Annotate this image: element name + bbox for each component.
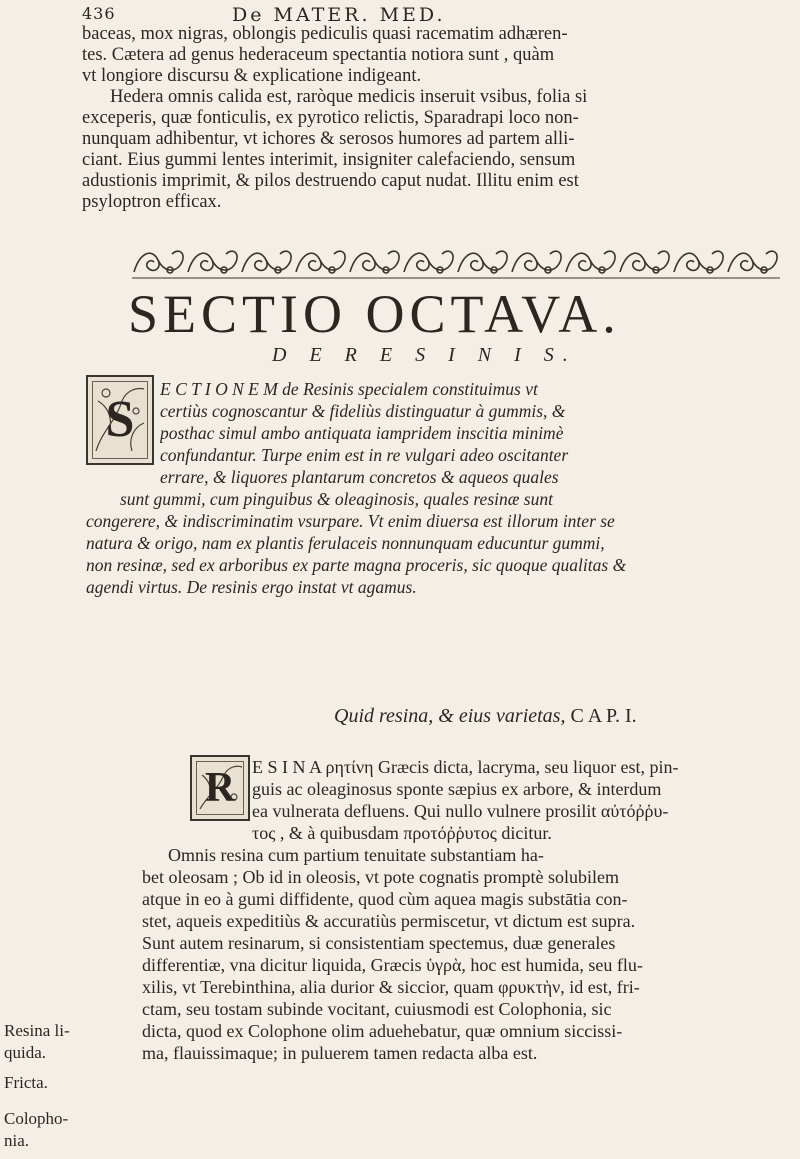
text-line: nunquam adhibentur, vt ichores & serosos humores ad partem alli- xyxy=(82,129,575,149)
running-head xyxy=(82,4,782,26)
ornamental-initial xyxy=(86,375,154,465)
page-number: 436 xyxy=(82,4,116,23)
section-title: SECTIO OCTAVA. xyxy=(128,284,621,344)
text-line: vt longiore discursu & explicatione indigeant. xyxy=(82,66,422,86)
margin-note-resina-liquida xyxy=(4,1020,94,1064)
section-preface-cont xyxy=(120,488,788,510)
text-line: xilis, vt Terebinthina, alia durior & siccior, quam φρυκτὴν, id est, fri- xyxy=(142,977,640,997)
margin-note-line: Colopho- xyxy=(4,1109,69,1128)
text-line: adustionis imprimit, & pilos destruendo caput nudat. Illitu enim est xyxy=(82,171,579,191)
text-line: certiùs cognoscantur & fideliùs distinguatur à gummis, & xyxy=(160,401,566,421)
text-line: baceas, mox nigras, oblongis pediculis quasi racematim adhæren- xyxy=(82,24,568,44)
text-line: tes. Cætera ad genus hederaceum spectantia notiora sunt , quàm xyxy=(82,45,555,65)
chapter-body xyxy=(142,844,784,1064)
text-line: τος , & à quibusdam προτόῤῥυτος dicitur. xyxy=(252,823,552,843)
text-line: dicta, quod ex Colophone olim aduehebatur, quæ omnium siccissi- xyxy=(142,1021,623,1041)
initial-letter: R xyxy=(204,765,236,811)
text-line: bet oleosam ; Ob id in oleosis, vt pote cognatis promptè solubilem xyxy=(142,867,619,887)
text-line: Omnis resina cum partium tenuitate substantiam ha- xyxy=(168,845,544,865)
text-line: ctam, seu tostam subinde vocitant, cuiusmodi est Colophonia, sic xyxy=(142,999,612,1019)
text-line: stet, aqueis expeditiùs & accuratiùs permiscetur, vt dictum est supra. xyxy=(142,911,636,931)
text-line: agendi virtus. De resinis ergo instat vt agamus. xyxy=(86,577,417,597)
text-line: ea vulnerata defluens. Qui nullo vulnere prosilit αὐτόῤῥυ- xyxy=(252,801,669,821)
initial-letter: S xyxy=(105,391,135,448)
margin-note-line: Resina li- xyxy=(4,1021,70,1040)
margin-note-line: nia. xyxy=(4,1131,30,1150)
text-line: ma, flauissimaque; in puluerem tamen redacta alba est. xyxy=(142,1043,538,1063)
text-line: posthac simul ambo antiquata iampridem inscitia minimè xyxy=(160,423,564,443)
chapter-title: Quid resina, & eius varietas, xyxy=(334,705,566,727)
text-line: E C T I O N E M de Resinis specialem constituimus vt xyxy=(160,379,538,399)
text-line: non resinæ, sed ex arboribus ex parte magna proceris, sic quoque qualitas & xyxy=(86,555,627,575)
margin-note-colophonia xyxy=(4,1108,94,1152)
text-line: psyloptron efficax. xyxy=(82,192,222,212)
text-line: confundantur. Turpe enim est in re vulgari adeo oscitanter xyxy=(160,445,569,465)
section-preface-cont xyxy=(86,510,788,598)
margin-note-fricta xyxy=(4,1072,94,1094)
chapter-body-intro xyxy=(252,756,784,844)
text-line: guis ac oleaginosus sponte sæpius ex arbore, & interdum xyxy=(252,779,662,799)
chapter-number: C A P. I. xyxy=(570,705,637,727)
text-line: atque in eo à gumi diffidente, quod cùm aquea magis substātia con- xyxy=(142,889,628,909)
text-line: E S I N A ρητίνη Græcis dicta, lacryma, seu liquor est, pin- xyxy=(252,757,679,777)
text-line: differentiæ, vna dicitur liquida, Græcis ὑγρὰ, hoc est humida, seu flu- xyxy=(142,955,643,975)
section-preface xyxy=(160,378,788,466)
chapter-heading xyxy=(334,705,794,728)
section-subtitle: D E R E S I N I S. xyxy=(272,344,577,366)
ornamental-band xyxy=(132,242,780,282)
ornamental-initial xyxy=(190,755,250,821)
hedera-paragraph xyxy=(82,24,782,213)
text-line: natura & origo, nam ex plantis ferulaceis nonnunquam educuntur gummi, xyxy=(86,533,605,553)
section-preface-cont xyxy=(160,466,788,488)
text-line: exceperis, quæ fonticulis, ex pyrotico relictis, Sparadrapi loco non- xyxy=(82,108,579,128)
text-line: sunt gummi, cum pinguibus & oleaginosis, quales resinæ sunt xyxy=(120,489,553,509)
text-line: Sunt autem resinarum, si consistentiam spectemus, duæ generales xyxy=(142,933,616,953)
text-line: ciant. Eius gummi lentes interimit, insigniter calefaciendo, sensum xyxy=(82,150,576,170)
text-line: congerere, & indiscriminatim vsurpare. Vt enim diuersa est illorum inter se xyxy=(86,511,615,531)
text-line: errare, & liquores plantarum concretos & aqueos quales xyxy=(160,467,559,487)
text-line: Hedera omnis calida est, raròque medicis inseruit vsibus, folia si xyxy=(110,87,588,107)
running-title: De MATER. MED. xyxy=(232,4,446,26)
margin-note-line: Fricta. xyxy=(4,1073,48,1092)
margin-note-line: quida. xyxy=(4,1043,47,1062)
